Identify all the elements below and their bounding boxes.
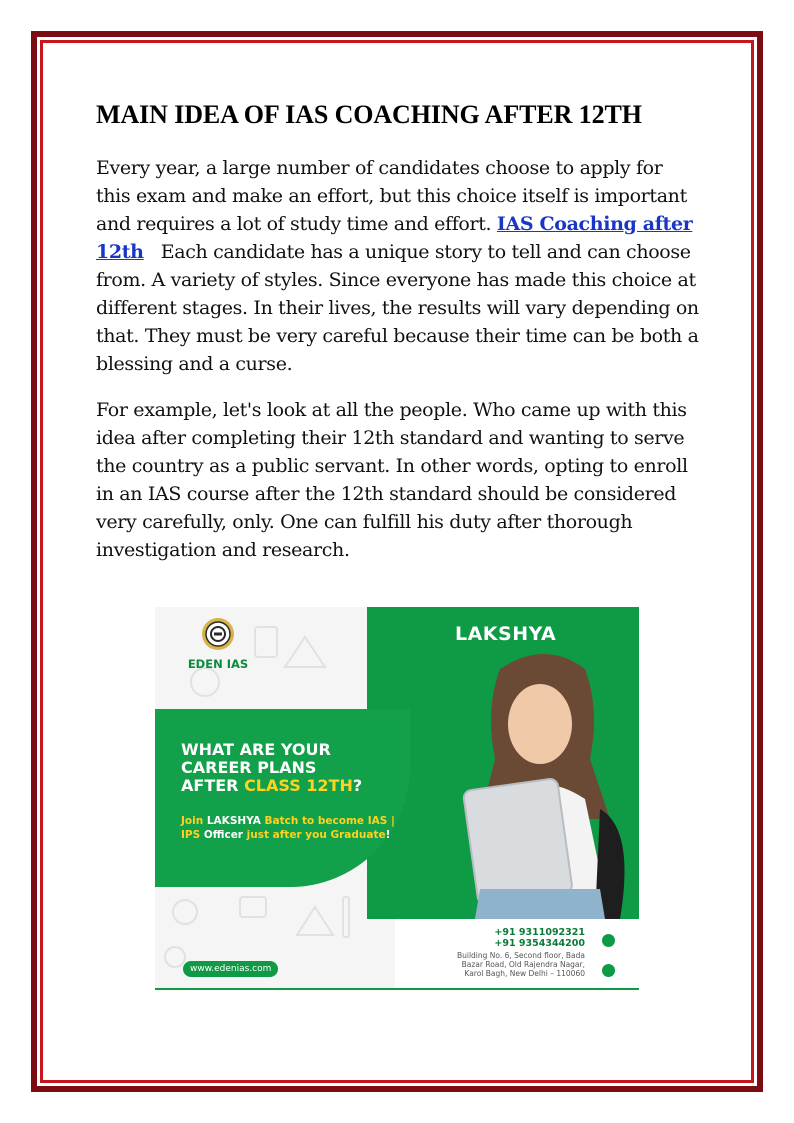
paragraph-1-text-a: Every year, a large number of candidates choose to apply for this exam and make an effort, but this choice itself is important and requires a lot of study time and effort. (96, 157, 687, 235)
paragraph-2: For example, let's look at all the people. Who came up with this idea after completing their 12th standard and wanting to serve the country as a public servant. In other words, opting to enroll in an IAS course after the 12th standard should be considered very carefully, only. One can fulfill his duty after thorough investigation and research. (96, 399, 688, 561)
website-link[interactable]: www.edenias.com (183, 961, 278, 977)
student-photo (440, 649, 639, 919)
contact-box (395, 919, 639, 990)
location-pin-icon (602, 964, 615, 977)
poster-bottom-rule (155, 988, 639, 990)
headline-after: AFTER (181, 776, 239, 795)
sub-after: just after you (246, 829, 327, 841)
address (415, 951, 585, 978)
sub-join: Join (181, 815, 204, 827)
poster-headline (181, 741, 401, 795)
sub-batch: Batch to become IAS | IPS (181, 815, 395, 841)
paragraph-1 (96, 154, 702, 378)
page-title: MAIN IDEA OF IAS COACHING AFTER 12TH (96, 100, 642, 129)
phone-icon (602, 934, 615, 947)
paragraph-1-text-b: Each candidate has a unique story to tell and can choose from. A variety of styles. Since everyone has made this choice at different stages. In their lives, the results will vary depending on that. They must be very careful because their time can be both a blessing and a curse. (96, 241, 699, 375)
sub-graduate: Graduate (330, 829, 386, 841)
poster-subtext (181, 814, 411, 842)
sub-exclaim: ! (385, 829, 391, 841)
ias-coaching-link[interactable]: IAS Coaching after 12th (96, 213, 693, 263)
headline-class: CLASS 12TH (244, 776, 353, 795)
brand-name: EDEN IAS (187, 657, 249, 671)
program-title: LAKSHYA (455, 623, 557, 645)
headline-line-3 (181, 777, 401, 795)
article (96, 98, 702, 582)
logo-emblem-icon (201, 617, 235, 651)
phone-numbers (494, 927, 585, 949)
address-line-3: Karol Bagh, New Delhi – 110060 (464, 969, 585, 978)
sub-lakshya: LAKSHYA (206, 815, 261, 827)
headline-question: ? (352, 776, 363, 795)
eden-ias-poster (155, 607, 639, 990)
headline-line-1: WHAT ARE YOUR (181, 740, 331, 759)
phone-2[interactable]: +91 9354344200 (494, 938, 585, 949)
address-line-1: Building No. 6, Second floor, Bada (456, 951, 585, 960)
phone-1[interactable]: +91 9311092321 (494, 927, 585, 938)
sub-officer: Officer (203, 829, 243, 841)
headline-line-2: CAREER PLANS (181, 758, 317, 777)
address-line-2: Bazar Road, Old Rajendra Nagar, (461, 960, 585, 969)
eden-ias-logo (163, 617, 273, 671)
